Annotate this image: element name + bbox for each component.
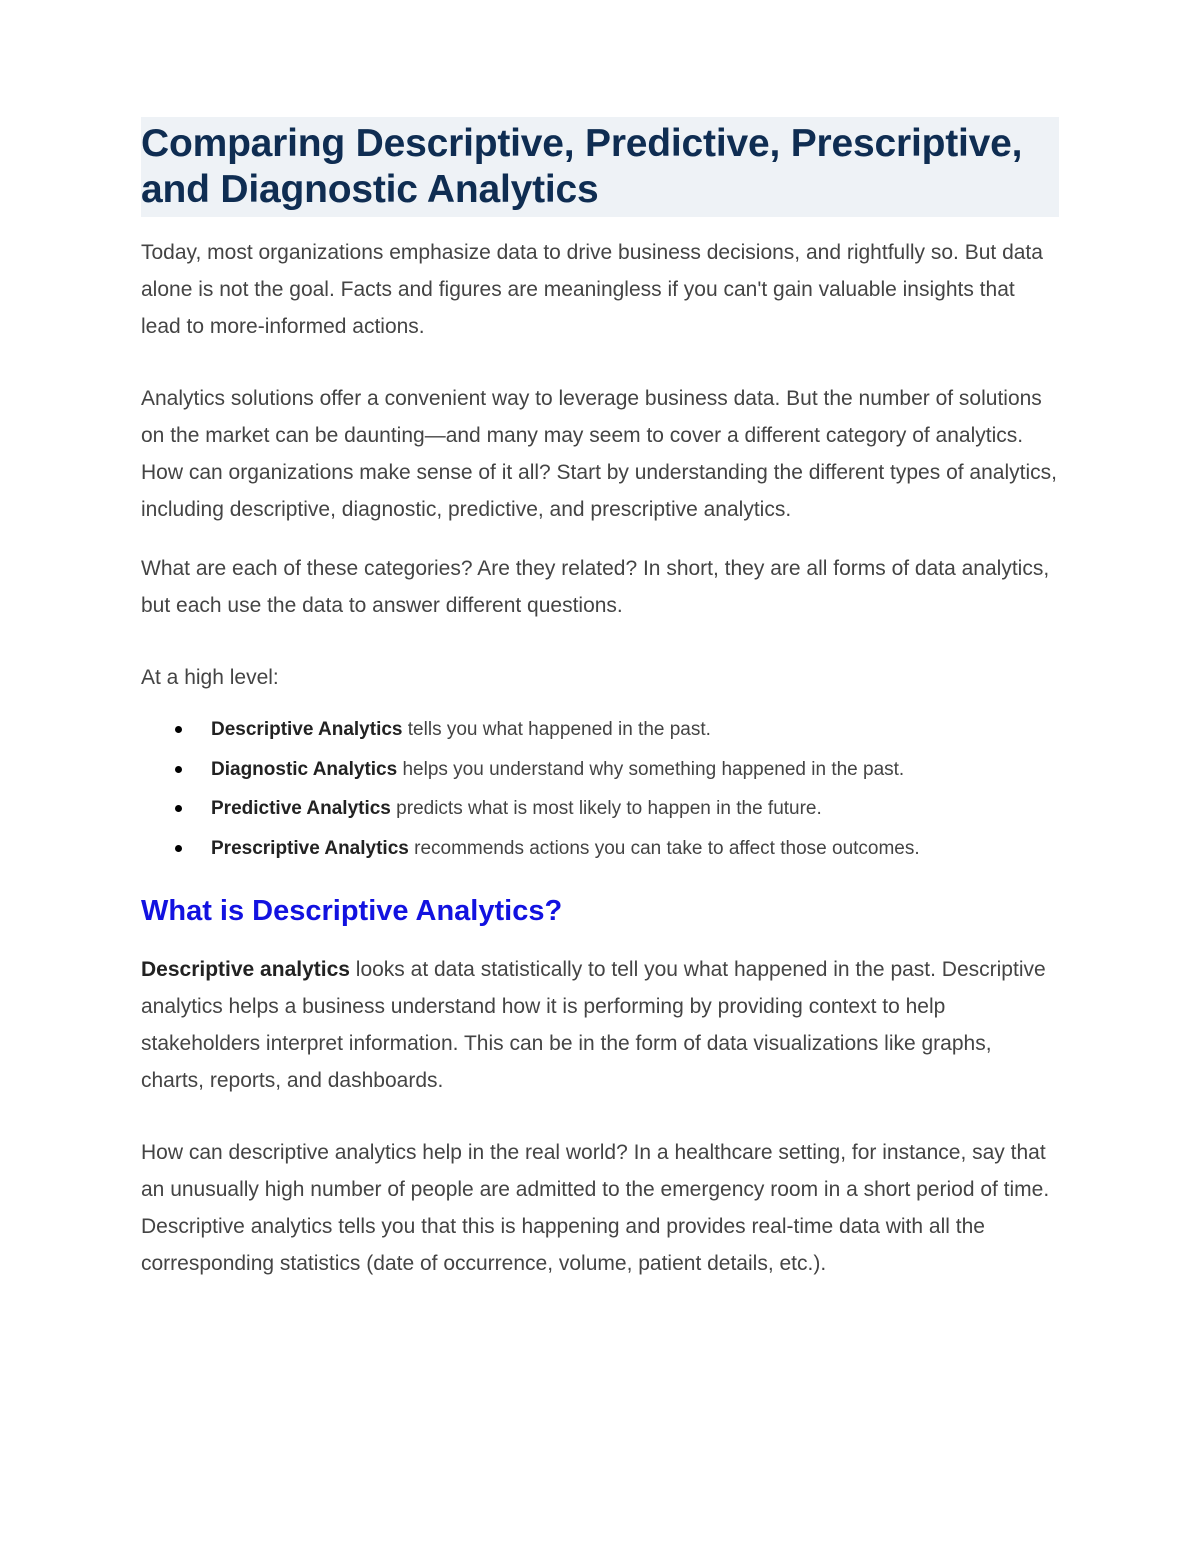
section-term: Descriptive analytics [141, 958, 350, 981]
analytics-types-list [141, 710, 1059, 868]
list-item [141, 829, 1059, 869]
list-item-text: predicts what is most likely to happen in the future. [390, 798, 822, 819]
bullet-icon [175, 766, 182, 773]
intro-paragraph-3: What are each of these categories? Are they related? In short, they are all forms of data analytics, but each use the data to answer different questions. [141, 557, 1050, 617]
list-item [141, 710, 1059, 750]
document-page [141, 117, 1059, 1282]
section-paragraph-2: How can descriptive analytics help in the real world? In a healthcare setting, for instance, say that an unusually high number of people are admitted to the emergency room in a short period of time. Descriptive analytics tells you that this is happening and provides real-time data with all the corresponding statistics (date of occurrence, volume, patient details, etc.). [141, 1141, 1050, 1275]
list-item [141, 750, 1059, 790]
list-item-text: helps you understand why something happened in the past. [397, 758, 905, 780]
intro-paragraph-1: Today, most organizations emphasize data to drive business decisions, and rightfully so. But data alone is not the goal. Facts and figures are meaningless if you can't gain valuable insights that lead to more-informed actions. [141, 241, 1043, 338]
bullet-icon [175, 845, 182, 852]
title-banner [141, 117, 1059, 217]
intro-paragraph-2: Analytics solutions offer a convenient way to leverage business data. But the number of solutions on the market can be daunting—and many may seem to cover a different category of analytics. How can organizations make sense of it all? Start by understanding the different types of analytics, including descriptive, diagnostic, predictive, and prescriptive analytics. [141, 387, 1057, 521]
bullet-icon [175, 726, 182, 733]
section-paragraph-1-text: looks at data statistically to tell you what happened in the past. Descriptive analytics helps a business understand how it is performing by providing context to help stakeholders interpret information. This can be in the form of data visualizations like graphs, charts, reports, and dashboards. [141, 958, 1046, 1092]
list-item-term: Predictive Analytics [211, 798, 391, 819]
intro-paragraph-4: At a high level: [141, 666, 279, 689]
bullet-icon [175, 805, 182, 812]
list-item-term: Diagnostic Analytics [211, 758, 398, 780]
list-item-text: tells you what happened in the past. [402, 719, 711, 740]
list-item-term: Descriptive Analytics [211, 719, 403, 740]
section-paragraph-1 [141, 951, 1059, 1099]
page-title: Comparing Descriptive, Predictive, Prescriptive, and Diagnostic Analytics [141, 122, 1023, 211]
list-item-term: Prescriptive Analytics [211, 837, 409, 859]
list-item-text: recommends actions you can take to affect those outcomes. [408, 837, 920, 859]
list-item [141, 789, 1059, 829]
section-heading: What is Descriptive Analytics? [141, 895, 563, 927]
